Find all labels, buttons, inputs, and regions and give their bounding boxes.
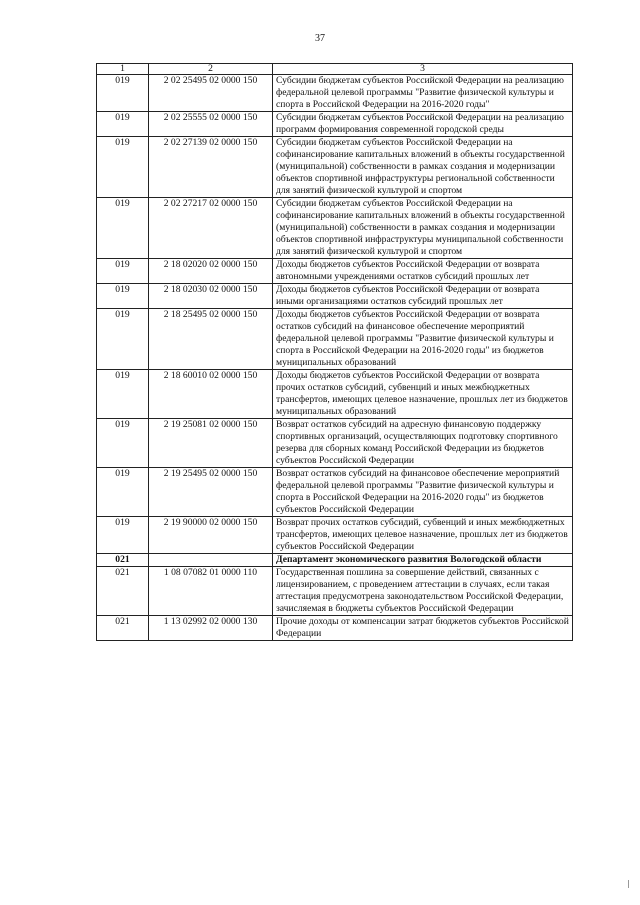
budget-code-cell: 2 02 27217 02 0000 150 [149, 198, 273, 259]
description-cell: Возврат остатков субсидий на адресную финансовую поддержку спортивных организаций, осуществляющих подготовку спортивного резерва для сборных команд Российской Федерации из бюджетов субъектов Российской Федерации [273, 419, 573, 468]
budget-code-cell: 1 13 02992 02 0000 130 [149, 616, 273, 641]
description-cell: Доходы бюджетов субъектов Российской Федерации от возврата автономными учреждениями остатков субсидий прошлых лет [273, 259, 573, 284]
description-cell: Субсидии бюджетам субъектов Российской Федерации на софинансирование капитальных вложений в объекты государственной (муниципальной) собственности в рамках создания и модернизации объектов спортивной инфраструктуры муниципальной собственности для занятий физической культурой и спортом [273, 198, 573, 259]
admin-code-cell: 019 [97, 112, 149, 137]
table-row [97, 137, 573, 198]
admin-code-cell: 019 [97, 309, 149, 370]
admin-code-cell: 019 [97, 137, 149, 198]
description-cell: Доходы бюджетов субъектов Российской Федерации от возврата иными организациями остатков субсидий прошлых лет [273, 284, 573, 309]
budget-code-cell: 2 18 02030 02 0000 150 [149, 284, 273, 309]
table-row [97, 517, 573, 554]
description-cell: Субсидии бюджетам субъектов Российской Федерации на реализацию федеральной целевой программы "Развитие физической культуры и спорта в Российской Федерации на 2016-2020 годы" [273, 75, 573, 112]
description-cell: Государственная пошлина за совершение действий, связанных с лицензированием, с проведением аттестации в случаях, если такая аттестация предусмотрена законодательством Российской Федерации, зачисляемая в бюджеты субъектов Российской Федерации [273, 567, 573, 616]
admin-code-cell: 021 [97, 567, 149, 616]
description-cell: Возврат прочих остатков субсидий, субвенций и иных межбюджетных трансфертов, имеющих целевое назначение, прошлых лет из бюджетов субъектов Российской Федерации [273, 517, 573, 554]
admin-code-cell: 021 [97, 616, 149, 641]
description-cell: Возврат остатков субсидий на финансовое обеспечение мероприятий федеральной целевой программы "Развитие физической культуры и спорта в Российской Федерации на 2016-2020 годы" из бюджетов субъектов Российской Федерации [273, 468, 573, 517]
table-header-row [97, 64, 573, 75]
budget-code-cell: 2 19 25081 02 0000 150 [149, 419, 273, 468]
admin-code-cell: 019 [97, 517, 149, 554]
description-cell: Прочие доходы от компенсации затрат бюджетов субъектов Российской Федерации [273, 616, 573, 641]
budget-code-cell: 2 18 25495 02 0000 150 [149, 309, 273, 370]
budget-code-cell: 2 19 25495 02 0000 150 [149, 468, 273, 517]
table-row [97, 567, 573, 616]
admin-code-cell: 019 [97, 75, 149, 112]
table-row [97, 112, 573, 137]
table-row [97, 468, 573, 517]
table-row [97, 370, 573, 419]
table-row [97, 284, 573, 309]
section-header-row [97, 554, 573, 567]
admin-code-cell: 021 [97, 554, 149, 567]
admin-code-cell: 019 [97, 468, 149, 517]
budget-code-cell: 1 08 07082 01 0000 110 [149, 567, 273, 616]
description-cell: Субсидии бюджетам субъектов Российской Федерации на софинансирование капитальных вложений в объекты государственной (муниципальной) собственности в рамках создания и модернизации объектов спортивной инфраструктуры региональной собственности для занятий физической культурой и спортом [273, 137, 573, 198]
description-cell: Доходы бюджетов субъектов Российской Федерации от возврата остатков субсидий на финансовое обеспечение мероприятий федеральной целевой программы "Развитие физической культуры и спорта в Российской Федерации на 2016-2020 годы" из бюджетов муниципальных образований [273, 309, 573, 370]
description-cell: Департамент экономического развития Вологодской области [273, 554, 573, 567]
revenue-codes-table [96, 63, 573, 641]
table-row [97, 259, 573, 284]
table-row [97, 616, 573, 641]
budget-code-cell: 2 18 60010 02 0000 150 [149, 370, 273, 419]
table-row [97, 75, 573, 112]
budget-code-cell [149, 554, 273, 567]
admin-code-cell: 019 [97, 259, 149, 284]
admin-code-cell: 019 [97, 284, 149, 309]
budget-code-cell: 2 19 90000 02 0000 150 [149, 517, 273, 554]
column-header-1: 1 [97, 64, 149, 75]
column-header-3: 3 [273, 64, 573, 75]
table-row [97, 309, 573, 370]
page-number: 37 [315, 33, 325, 44]
admin-code-cell: 019 [97, 198, 149, 259]
column-header-2: 2 [149, 64, 273, 75]
budget-code-cell: 2 02 25495 02 0000 150 [149, 75, 273, 112]
description-cell: Доходы бюджетов субъектов Российской Федерации от возврата прочих остатков субсидий, субвенций и иных межбюджетных трансфертов, имеющих целевое назначение, прошлых лет из бюджетов муниципальных образований [273, 370, 573, 419]
budget-code-cell: 2 02 25555 02 0000 150 [149, 112, 273, 137]
table-row [97, 198, 573, 259]
admin-code-cell: 019 [97, 370, 149, 419]
budget-code-cell: 2 02 27139 02 0000 150 [149, 137, 273, 198]
table-row [97, 419, 573, 468]
budget-code-cell: 2 18 02020 02 0000 150 [149, 259, 273, 284]
admin-code-cell: 019 [97, 419, 149, 468]
description-cell: Субсидии бюджетам субъектов Российской Федерации на реализацию программ формирования современной городской среды [273, 112, 573, 137]
edge-mark [628, 880, 629, 888]
